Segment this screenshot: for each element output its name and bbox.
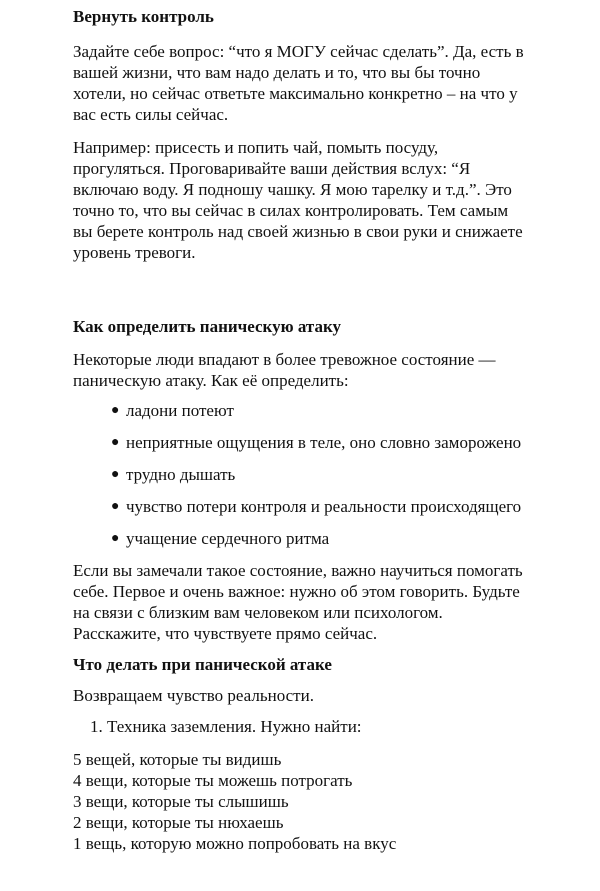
paragraph-panic-outro: Если вы замечали такое состояние, важно научиться помогать себе. Первое и очень важное: нужно об этом говорить. Будьте на связи с близким вам человеком или психологом. Расскажите, что чувствуете прямо сейчас.: [73, 561, 523, 643]
bullet-icon: ●: [111, 499, 120, 514]
bullet-icon: ●: [111, 403, 120, 418]
section-title-what-to-do: Что делать при панической атаке: [73, 655, 332, 674]
grounding-item: 4 вещи, которые ты можешь потрогать: [73, 771, 353, 790]
section-title-regain-control: Вернуть контроль: [73, 7, 214, 26]
list-item: [73, 496, 530, 517]
grounding-item: 5 вещей, которые ты видишь: [73, 750, 282, 769]
list-item: [73, 464, 530, 485]
symptom-text: трудно дышать: [126, 465, 236, 484]
grounding-list: [73, 749, 530, 854]
bullet-icon: ●: [111, 435, 120, 450]
paragraph-panic-intro: Некоторые люди впадают в более тревожное состояние — паническую атаку. Как её определить:: [73, 350, 496, 390]
symptom-text: чувство потери контроля и реальности происходящего: [126, 497, 522, 516]
symptom-text: ладони потеют: [126, 401, 234, 420]
paragraph-question: Задайте себе вопрос: “что я МОГУ сейчас сделать”. Да, есть в вашей жизни, что вам надо делать и то, что вы бы точно хотели, но сейчас ответьте максимально конкретно – на что у вас есть силы сейчас.: [73, 42, 524, 124]
paragraph-reality-intro: Возвращаем чувство реальности.: [73, 686, 314, 705]
symptom-text: учащение сердечного ритма: [126, 529, 330, 548]
numbered-step-1: 1. Техника заземления. Нужно найти:: [90, 717, 362, 736]
bullet-icon: ●: [111, 467, 120, 482]
list-item: [73, 528, 530, 549]
paragraph-example: Например: присесть и попить чай, помыть посуду, прогуляться. Проговаривайте ваши действия вслух: “Я включаю воду. Я подношу чашку. Я мою тарелку и т.д.”. Это точно то, что вы сейчас в силах контролировать. Тем самым вы берете контроль над своей жизнью в свои руки и снижаете уровень тревоги.: [73, 138, 523, 262]
symptom-list: [73, 400, 530, 549]
list-item: [73, 432, 530, 453]
grounding-item: 3 вещи, которые ты слышишь: [73, 792, 289, 811]
grounding-item: 1 вещь, которую можно попробовать на вкус: [73, 834, 397, 853]
bullet-icon: ●: [111, 531, 120, 546]
list-item: [73, 400, 530, 421]
symptom-text: неприятные ощущения в теле, оно словно заморожено: [126, 433, 522, 452]
section-title-panic-attack: Как определить паническую атаку: [73, 317, 342, 336]
grounding-item: 2 вещи, которые ты нюхаешь: [73, 813, 284, 832]
